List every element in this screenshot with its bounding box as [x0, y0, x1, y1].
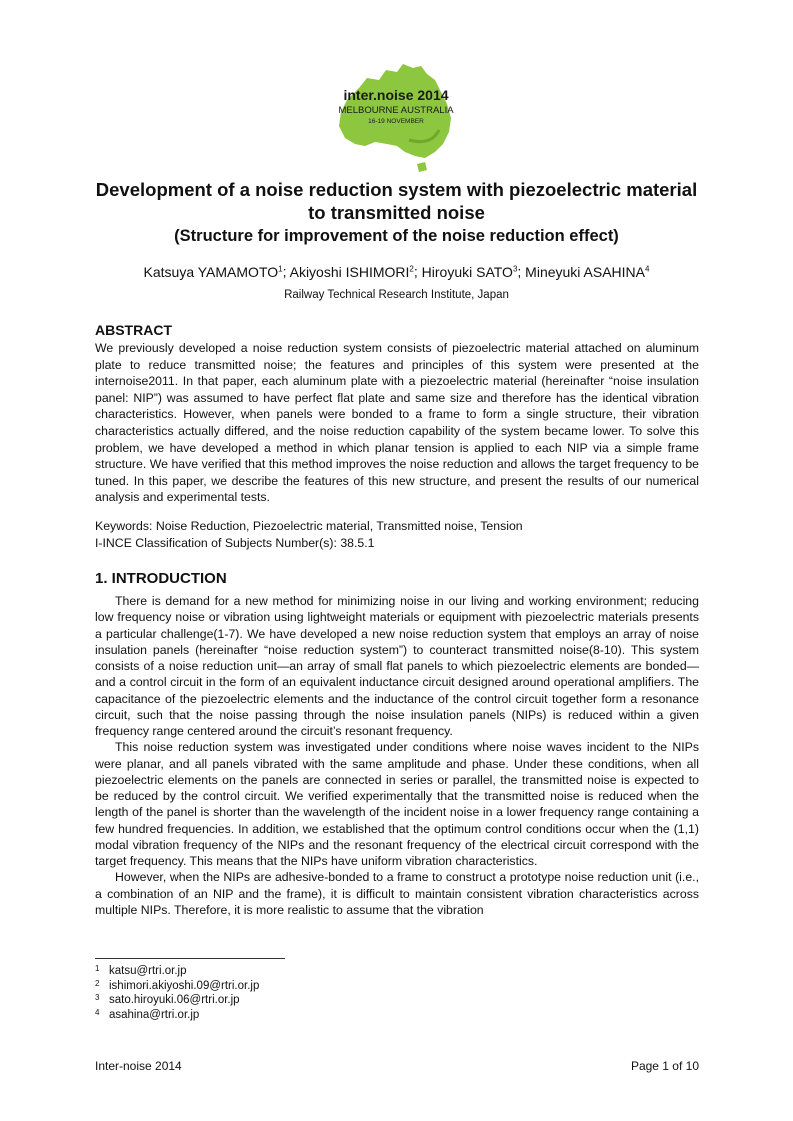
- keywords: Keywords: Noise Reduction, Piezoelectric material, Transmitted noise, Tension: [95, 519, 523, 533]
- introduction-body: [95, 593, 699, 918]
- affiliation: Railway Technical Research Institute, Japan: [284, 289, 509, 301]
- logo-name: inter.noise 2014: [343, 87, 449, 103]
- author: Akiyoshi ISHIMORI$^2$: [289, 263, 414, 280]
- conference-logo: [331, 60, 461, 175]
- paragraph: However, when the NIPs are adhesive-bonded to a frame to construct a prototype noise reduction unit (i.e., a combination of an NIP and the frame), it is difficult to maintain consistent vibration characteristics across multiple NIPs. Therefore, it is more realistic to assume that the vibration: [95, 870, 699, 917]
- footnote: 2 ishimori.akiyoshi.09@rtri.or.jp: [95, 978, 260, 992]
- classification: I-INCE Classification of Subjects Number(s): 38.5.1: [95, 535, 375, 550]
- logo-dates: 16-19 NOVEMBER: [368, 118, 424, 125]
- author-list: Katsuya YAMAMOTO$^1$; Akiyoshi ISHIMORI$^2$; Hiroyuki SATO$^3$; Mineyuki ASAHINA$^4$: [143, 263, 650, 280]
- author: Katsuya YAMAMOTO$^1$: [143, 263, 283, 280]
- title-line-2: to transmitted noise: [308, 202, 485, 223]
- paper-title: [40, 178, 753, 224]
- author: Hiroyuki SATO$^3$: [421, 263, 518, 280]
- footnote: 4 asahina@rtri.or.jp: [95, 1007, 200, 1021]
- logo-location: MELBOURNE AUSTRALIA: [338, 105, 454, 116]
- footnote-rule: [95, 958, 285, 959]
- footer-page-number: Page 1 of 10: [630, 1059, 699, 1073]
- footnote-email[interactable]: ishimori.akiyoshi.09@rtri.or.jp: [109, 979, 260, 992]
- footnote-email[interactable]: katsu@rtri.or.jp: [109, 965, 187, 977]
- footnote-email[interactable]: sato.hiroyuki.06@rtri.or.jp: [109, 994, 240, 1006]
- paper-subtitle: (Structure for improvement of the noise reduction effect): [174, 227, 619, 245]
- footnote-email[interactable]: asahina@rtri.or.jp: [109, 1008, 200, 1021]
- keywords-block: [95, 518, 699, 551]
- title-line-1: Development of a noise reduction system with piezoelectric material: [95, 179, 698, 200]
- paragraph: This noise reduction system was investigated under conditions where noise waves incident to the NIPs were planar, and all panels vibrated with the same amplitude and phase. Under these conditions, when all piezoelectric elements on the panels are connected in series or parallel, the transmitted noise is expected to be reduced by the control circuit. We verified experimentally that the transmitted noise is reduced when the length of the panel is shorter than the wavelength of the incident noise in a lower frequency range containing a few hundred frequencies. In addition, we established that the optimum control conditions occur when the (1,1) modal vibration frequency of the NIPs and the resonant frequency of the electrical circuit correspond with the target frequency. This means that the NIPs have uniform vibration characteristics.: [95, 740, 699, 868]
- author: Mineyuki ASAHINA$^4$: [525, 263, 650, 280]
- footer-conference: Inter-noise 2014: [95, 1059, 182, 1073]
- abstract-text: We previously developed a noise reduction system consists of piezoelectric material attached on aluminum plate to reduce transmitted noise; the features and principles of this system were presented at the internoise2011. In that paper, each aluminum plate with a piezoelectric material (hereinafter “noise insulation panel: NIP”) was assumed to have perfect flat plate and same size and therefore has the identical vibration characteristics. However, when panels were bonded to a frame to form a single structure, their vibration characteristics actually differed, and the noise reduction capability of the system became lower. To solve this problem, we have developed a method in which planar tension is applied to each NIP via a simple frame structure. We have verified that this method improves the noise reduction and allows the target frequency to be tuned. In this paper, we describe the features of this new structure, and present the results of our numerical analysis and experimental tests.: [95, 341, 699, 505]
- footnotes: [95, 964, 495, 1022]
- footnote: 3 sato.hiroyuki.06@rtri.or.jp: [95, 993, 240, 1006]
- paragraph: There is demand for a new method for minimizing noise in our living and working environment; reducing low frequency noise or vibration using lightweight materials or equipment with piezoelectric materials presents a particular challenge(1-7). We have developed a new noise reduction system that employs an array of noise insulation panels (hereinafter “noise reduction system”) to counteract transmitted noise(8-10). This system consists of a noise reduction unit—an array of small flat panels to which piezoelectric elements are bonded—and a control circuit in the form of an equivalent inductance circuit designed around operational amplifiers. The capacitance of the piezoelectric elements and the inductance of the control circuit together form a resonance circuit, such that the noise passing through the noise insulation panels (NIPs) is reduced within a given frequency range centered around the circuit’s resonant frequency.: [95, 594, 699, 738]
- footnote: 1 katsu@rtri.or.jp: [95, 964, 187, 977]
- tasmania-shape: [417, 162, 427, 172]
- introduction-heading: 1. INTRODUCTION: [95, 570, 227, 587]
- abstract-heading: ABSTRACT: [95, 322, 172, 338]
